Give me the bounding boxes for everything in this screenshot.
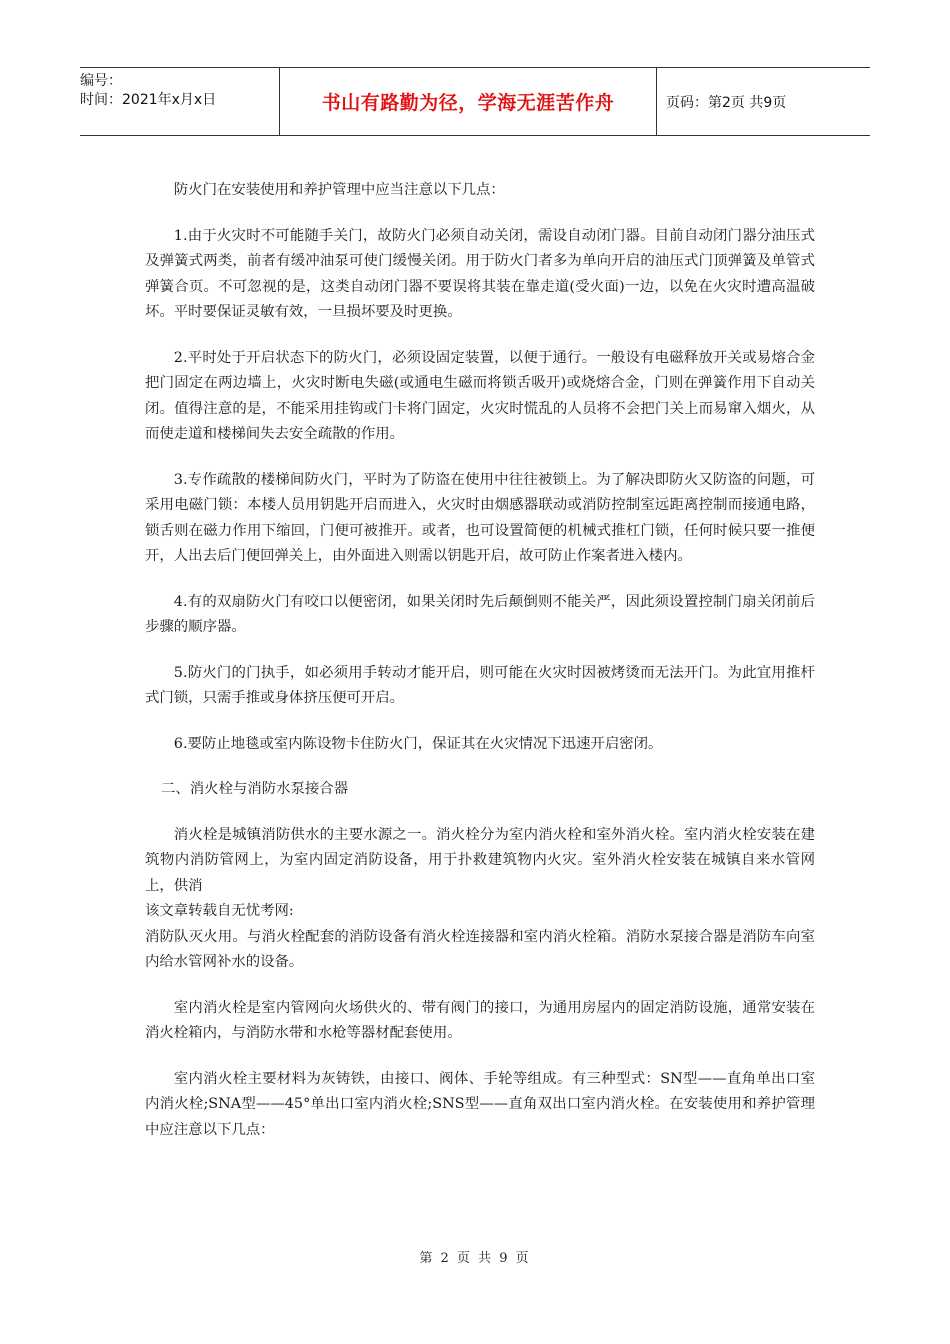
intro-paragraph: 防火门在安装使用和养护管理中应当注意以下几点： — [173, 182, 505, 198]
header-motto: 书山有路勤为径，学海无涯苦作舟 — [279, 68, 657, 135]
paragraph: 室内消火栓主要材料为灰铸铁，由接口、阀体、手轮等组成。有三种型式：SN型——直角单出口室内消火栓;SNA型——45°单出口室内消火栓;SNS型——直角双出口室内消火栓。在安装使用和养护管理中应注意以下几点： — [145, 1070, 815, 1138]
header-meta — [80, 68, 279, 135]
section-heading: 二、消火栓与消防水泵接合器 — [161, 781, 349, 797]
page-header — [80, 67, 870, 136]
list-item: 5.防火门的门执手，如必须用手转动才能开启，则可能在火灾时因被烤烫而无法开门。为此宜用推杆式门锁，只需手推或身体挤压便可开启。 — [145, 664, 815, 706]
list-item: 3.专作疏散的楼梯间防火门，平时为了防盗在使用中往往被锁上。为了解决即防火又防盗的问题，可采用电磁门锁：本楼人员用钥匙开启而进入，火灾时由烟感器联动或消防控制室远距离控制而接通电路，锁舌则在磁力作用下缩回，门便可被推开。或者，也可设置简便的机械式推杠门锁，任何时候只要一推便开，人出去后门便回弹关上，由外面进入则需以钥匙开启，故可防止作案者进入楼内。 — [145, 471, 815, 564]
paragraph: 室内消火栓是室内管网向火场供火的、带有阀门的接口，为通用房屋内的固定消防设施，通常安装在消火栓箱内，与消防水带和水枪等器材配套使用。 — [145, 999, 815, 1041]
list-item: 6.要防止地毯或室内陈设物卡住防火门，保证其在火灾情况下迅速开启密闭。 — [173, 735, 663, 752]
document-number: 编号： — [80, 73, 122, 89]
document-date: 时间：2021年x月x日 — [80, 92, 217, 108]
list-item: 1.由于火灾时不可能随手关门，故防火门必须自动关闭，需设自动闭门器。目前自动闭门器分油压式及弹簧式两类，前者有缓冲油泵可使门缓慢关闭。用于防火门者多为单向开启的油压式门顶弹簧及单管式弹簧合页。不可忽视的是，这类自动闭门器不要误将其装在靠走道(受火面)一边，以免在火灾时遭高温破坏。平时要保证灵敏有效，一旦损坏要及时更换。 — [145, 227, 815, 320]
paragraph: 消火栓是城镇消防供水的主要水源之一。消火栓分为室内消火栓和室外消火栓。室内消火栓安装在建筑物内消防管网上，为室内固定消防设备，用于扑救建筑物内火灾。室外消火栓安装在城镇自来水管网上，供消 — [145, 826, 815, 894]
list-item: 4.有的双扇防火门有咬口以便密闭，如果关闭时先后颠倒则不能关严，因此须设置控制门扇关闭前后步骤的顺序器。 — [145, 593, 815, 635]
header-page-number: 页码：第2页 共9页 — [666, 94, 787, 111]
document-body — [145, 178, 815, 1163]
page-footer: 第 2 页 共 9 页 — [419, 1251, 531, 1266]
source-note: 该文章转载自无忧考网: — [145, 903, 294, 919]
paragraph: 消防队灭火用。与消火栓配套的消防设备有消火栓连接器和室内消火栓箱。消防水泵接合器是消防车向室内给水管网补水的设备。 — [145, 928, 815, 970]
list-item: 2.平时处于开启状态下的防火门，必须设固定装置，以便于通行。一般设有电磁释放开关或易熔合金把门固定在两边墙上，火灾时断电失磁(或通电生磁而将锁舌吸开)或烧熔合金，门则在弹簧作用下自动关闭。值得注意的是，不能采用挂钩或门卡将门固定，火灾时慌乱的人员将不会把门关上而易窜入烟火，从而使走道和楼梯间失去安全疏散的作用。 — [145, 349, 815, 442]
